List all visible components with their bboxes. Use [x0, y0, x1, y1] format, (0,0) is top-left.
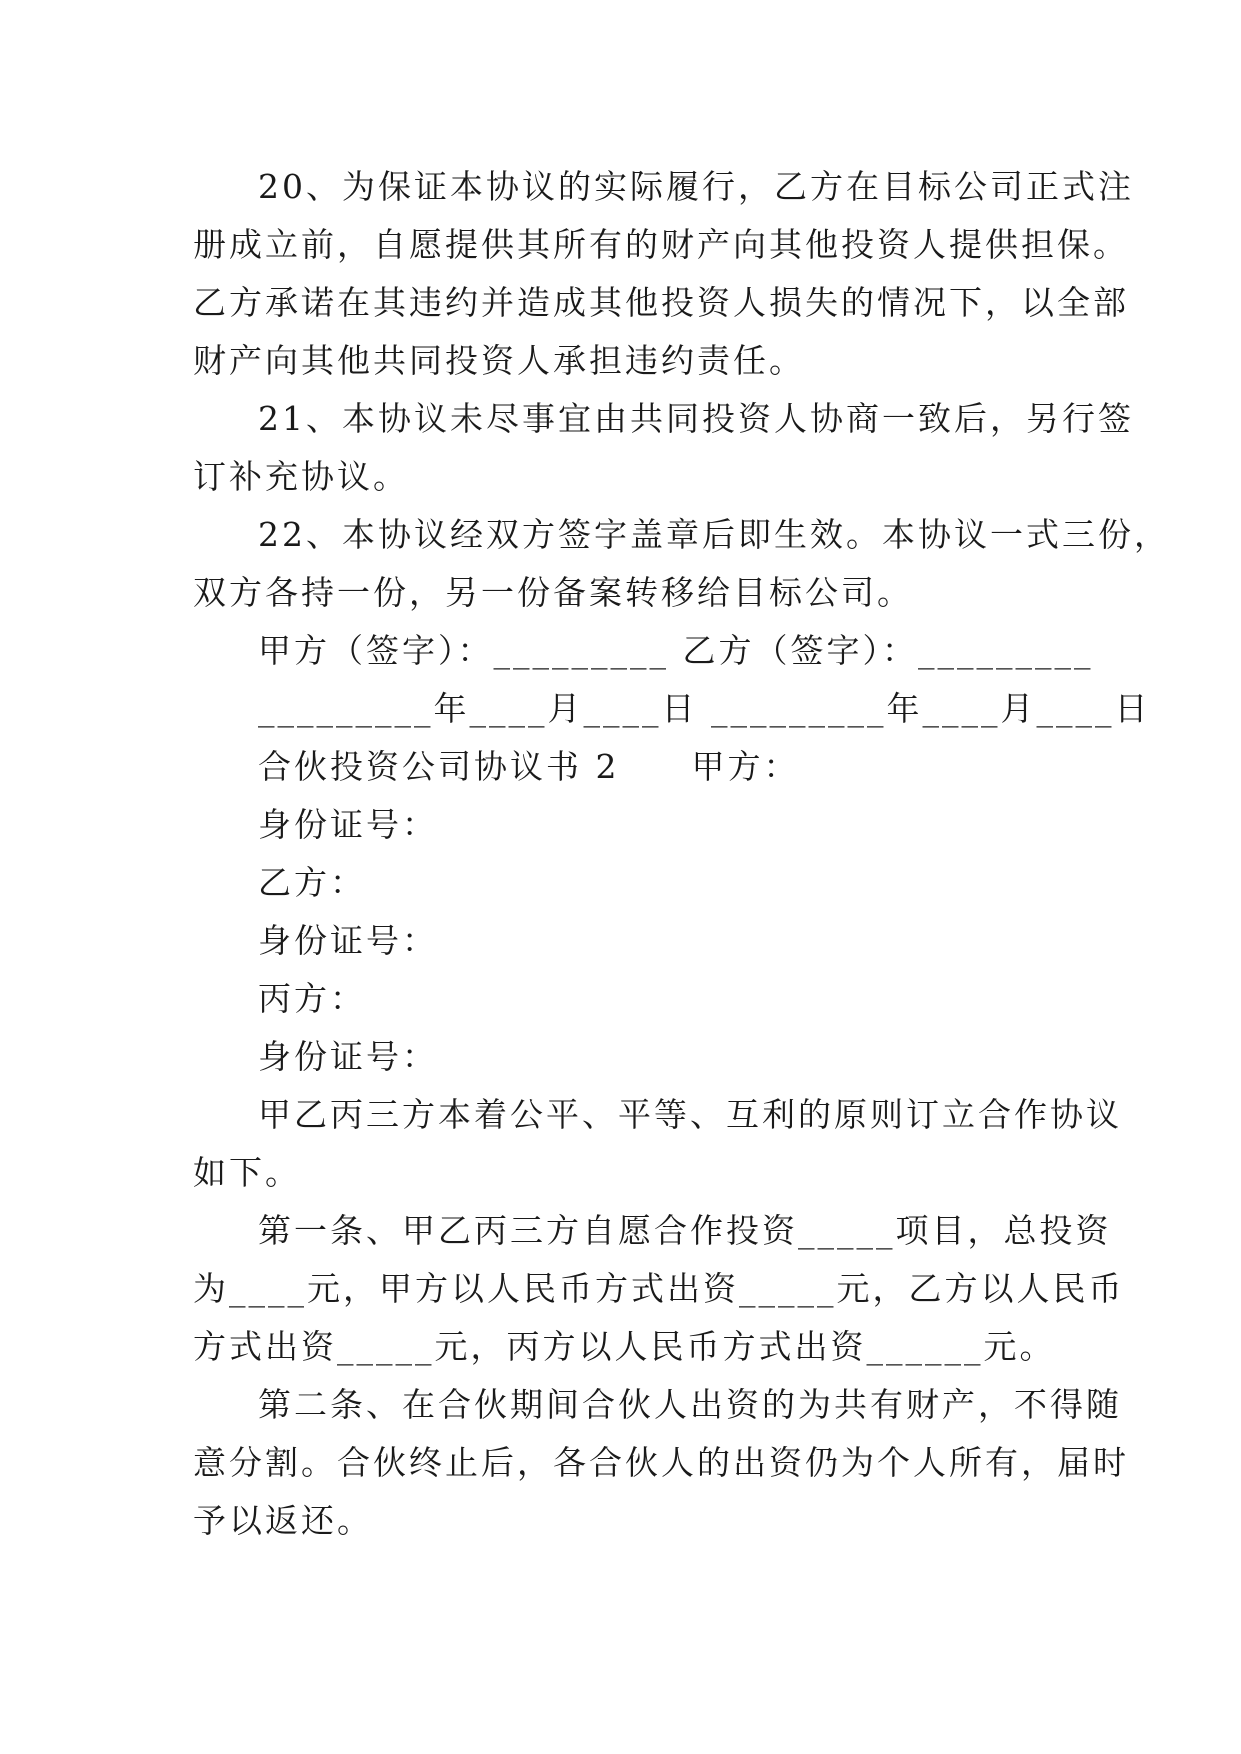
- preamble-line-2: 如下。: [193, 1153, 301, 1192]
- article-2-line-1: 第二条、在合伙期间合伙人出资的为共有财产，不得随: [258, 1385, 1122, 1424]
- signature-line: 甲方（签字）：_________ 乙方（签字）：_________: [258, 631, 1094, 670]
- paragraph-21-line-2: 订补充协议。: [193, 457, 409, 496]
- agreement-2-heading: 合伙投资公司协议书 2 甲方：: [258, 747, 800, 786]
- article-1-line-3: 方式出资_____元，丙方以人民币方式出资______元。: [193, 1327, 1056, 1366]
- party-c-id-label: 身份证号：: [258, 1037, 438, 1076]
- date-line: _________年____月____日 _________年____月____日: [258, 689, 1151, 728]
- party-c-label: 丙方：: [258, 979, 366, 1018]
- paragraph-20-line-3: 乙方承诺在其违约并造成其他投资人损失的情况下，以全部: [193, 283, 1129, 322]
- article-1-line-1: 第一条、甲乙丙三方自愿合作投资_____项目，总投资: [258, 1211, 1112, 1250]
- paragraph-22-line-1: 22、本协议经双方签字盖章后即生效。本协议一式三份，: [258, 515, 1170, 554]
- party-b-id-label: 身份证号：: [258, 921, 438, 960]
- article-2-line-2: 意分割。合伙终止后，各合伙人的出资仍为个人所有，届时: [193, 1443, 1129, 1482]
- paragraph-22-line-2: 双方各持一份，另一份备案转移给目标公司。: [193, 573, 913, 612]
- article-1-line-2: 为____元，甲方以人民币方式出资_____元，乙方以人民币: [193, 1269, 1125, 1308]
- paragraph-20-line-1: 20、为保证本协议的实际履行，乙方在目标公司正式注: [258, 167, 1134, 206]
- party-a-id-label: 身份证号：: [258, 805, 438, 844]
- paragraph-21-line-1: 21、本协议未尽事宜由共同投资人协商一致后，另行签: [258, 399, 1134, 438]
- article-2-line-3: 予以返还。: [193, 1501, 373, 1540]
- paragraph-20-line-2: 册成立前，自愿提供其所有的财产向其他投资人提供担保。: [193, 225, 1129, 264]
- paragraph-20-line-4: 财产向其他共同投资人承担违约责任。: [193, 341, 805, 380]
- preamble-line-1: 甲乙丙三方本着公平、平等、互利的原则订立合作协议: [258, 1095, 1122, 1134]
- party-b-label: 乙方：: [258, 863, 366, 902]
